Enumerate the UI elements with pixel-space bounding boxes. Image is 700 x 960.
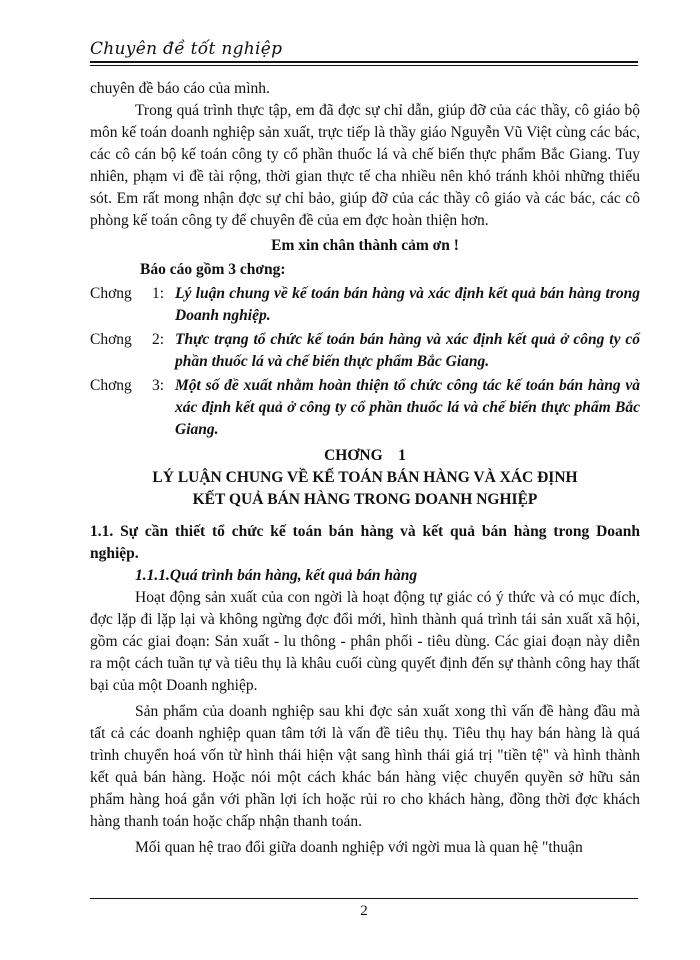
subsection-heading: 1.1.1.Quá trình bán hàng, kết quả bán hàng <box>135 567 418 584</box>
thanks-line: Em xin chân thành cảm ơn ! <box>271 237 459 254</box>
section-heading: 1.1. Sự cần thiết tổ chức kế toán bán hàng và kết quả bán hàng trong Doanh nghiệp. <box>90 523 640 562</box>
header-rule-thick <box>90 61 638 63</box>
chapter-description: Một số đề xuất nhằm hoàn thiện tổ chức công tác kế toán bán hàng và xác định kết quả ở công ty cổ phần thuốc lá và chế biến thực phẩm Bắc Giang. <box>175 377 640 438</box>
chapter-word: Chơng <box>90 377 132 394</box>
paragraph: Sản phẩm của doanh nghiệp sau khi đợc sản xuất xong thì vấn đề hàng đầu mà tất cả các doanh nghiệp quan tâm tới là vấn đề tiêu thụ. Tiêu thụ hay bán hàng là quá trình chuyển hoá vốn từ hình thái hiện vật sang hình thái giá trị "tiền tệ" và hình thành kết quả bán hàng. Hoặc nói một cách khác bán hàng việc chuyển quyền sở hữu sản phẩm hàng hoá gắn với phần lợi ích hoặc rủi ro cho khách hàng, đồng thời đợc khách hàng thanh toán hoặc chấp nhận thanh toán. <box>90 703 640 830</box>
chapter-word: Chơng <box>90 331 132 348</box>
chapter-title-line: KẾT QUẢ BÁN HÀNG TRONG DOANH NGHIỆP <box>192 491 538 508</box>
paragraph: Hoạt động sản xuất của con ngời là hoạt động tự giác có ý thức và có mục đích, đợc lặp đi lặp lại và không ngừng đợc đổi mới, hình thành quá trình tái sản xuất xã hội, gồm các giai đoạn: Sản xuất - lu thông - phân phối - tiêu dùng. Các giai đoạn này diễn ra một cách tuần tự và tiêu thụ là khâu cuối cùng quyết định đến sự thành công hay thất bại của một Doanh nghiệp. <box>90 589 640 694</box>
footer-rule <box>90 898 638 899</box>
page-footer <box>90 898 638 920</box>
page-number: 2 <box>360 903 368 919</box>
chapter-list-item <box>90 375 640 441</box>
chapter-title-line: LÝ LUẬN CHUNG VỀ KẾ TOÁN BÁN HÀNG VÀ XÁC ĐỊNH <box>152 469 578 486</box>
paragraph: Trong quá trình thực tập, em đã đợc sự chỉ dẫn, giúp đỡ của các thầy, cô giáo bộ môn kế toán doanh nghiệp sản xuất, trực tiếp là thầy giáo Nguyễn Vũ Việt cùng các bác, các cô cán bộ kế toán công ty cổ phần thuốc lá và chế biến thực phẩm Bắc Giang. Tuy nhiên, phạm vi đề tài rộng, thời gian thực tế cha nhiều nên khó tránh khỏi những thiếu sót. Em rất mong nhận đợc sự chỉ bảo, giúp đỡ của các thầy cô giáo và các bác, các cô phòng kế toán công ty để chuyên đề của em đợc hoàn thiện hơn. <box>90 102 640 229</box>
report-intro: Báo cáo gồm 3 chơng: <box>140 261 286 278</box>
chapter-word: Chơng <box>90 285 132 302</box>
chapter-list-item <box>90 283 640 327</box>
chapter-list-item <box>90 329 640 373</box>
paragraph: Mối quan hệ trao đổi giữa doanh nghiệp với ngời mua là quan hệ "thuận <box>135 839 583 856</box>
chapter-description: Lý luận chung về kế toán bán hàng và xác định kết quả bán hàng trong Doanh nghiệp. <box>175 285 640 324</box>
chapter-number: 1: <box>152 285 165 302</box>
chapter-number: 2: <box>152 331 165 348</box>
page-header <box>90 38 638 66</box>
header-title: Chuyên đề tốt nghiệp <box>90 39 283 59</box>
paragraph: chuyên đề báo cáo của mình. <box>90 80 270 97</box>
chapter-number: 3: <box>152 377 165 394</box>
chapter-description: Thực trạng tổ chức kế toán bán hàng và xác định kết quả ở công ty cổ phần thuốc lá và chế biến thực phẩm Bắc Giang. <box>175 331 640 370</box>
document-body <box>90 78 640 859</box>
chapter-heading: CHƠNG 1 <box>324 447 406 464</box>
header-rule-thin <box>90 65 638 66</box>
